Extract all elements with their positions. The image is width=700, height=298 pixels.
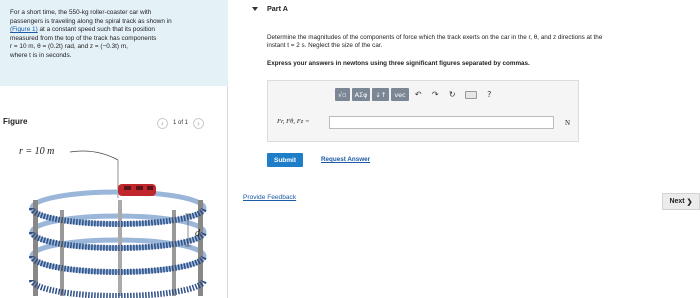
problem-line-3-text: at a constant speed such that its position xyxy=(39,26,155,34)
next-figure-button[interactable]: › xyxy=(193,118,204,129)
figure-header xyxy=(0,117,228,131)
symbols-button[interactable]: ΑΣφ xyxy=(352,88,371,101)
roller-coaster-figure xyxy=(0,140,228,298)
radius-label: r = 10 m xyxy=(19,146,55,157)
problem-line-2: passengers is traveling along the spiral track as shown in xyxy=(10,17,172,25)
problem-line-5: r = 10 m, θ = (0.2t) rad, and z = (−0.3t) m, xyxy=(10,43,128,51)
keyboard-icon[interactable] xyxy=(465,91,477,99)
provide-feedback-link[interactable]: Provide Feedback xyxy=(243,194,297,201)
unit-label: N xyxy=(565,119,571,127)
chevron-right-icon: ❯ xyxy=(686,198,693,206)
figure-pager xyxy=(157,117,204,129)
figure-title: Figure xyxy=(3,117,28,126)
height-label: d xyxy=(195,228,200,239)
undo-icon[interactable]: ↶ xyxy=(414,90,422,99)
figure-page-count: 1 of 1 xyxy=(173,120,189,126)
answer-input[interactable] xyxy=(330,123,553,134)
templates-button[interactable]: √▫ xyxy=(335,88,350,101)
figure-link[interactable]: (Figure 1) xyxy=(10,26,38,34)
collapse-triangle-icon[interactable] xyxy=(252,7,258,11)
math-toolbar xyxy=(335,88,497,101)
next-button[interactable] xyxy=(662,193,700,210)
roller-coaster-car xyxy=(118,184,156,196)
problem-line-1: For a short time, the 550-kg roller-coaster car with xyxy=(10,9,152,16)
question-text xyxy=(267,34,697,51)
support-columns xyxy=(33,200,203,296)
answer-instructions: Express your answers in newtons using three significant figures separated by commas. xyxy=(267,60,530,67)
part-title: Part A xyxy=(267,4,288,13)
radius-arrow xyxy=(70,151,118,160)
redo-icon[interactable]: ↷ xyxy=(431,90,439,99)
vec-button[interactable]: vec xyxy=(391,88,408,101)
right-panel xyxy=(229,0,700,298)
next-button-label: Next xyxy=(669,198,685,205)
answer-label: Fr, Fθ, Fz = xyxy=(277,118,310,125)
part-a-header[interactable] xyxy=(252,4,288,13)
answer-box xyxy=(267,80,579,142)
problem-statement xyxy=(0,0,228,86)
problem-line-6: where t is in seconds. xyxy=(10,51,72,59)
prev-figure-button[interactable]: ‹ xyxy=(157,118,168,129)
problem-line-3 xyxy=(10,26,218,35)
question-line-2: instant t = 2 s. Neglect the size of the car. xyxy=(267,42,383,50)
problem-line-4: measured from the top of the track has components xyxy=(10,34,157,42)
request-answer-link[interactable]: Request Answer xyxy=(321,156,371,163)
help-icon[interactable]: ? xyxy=(487,90,492,99)
left-panel xyxy=(0,0,228,298)
submit-button[interactable]: Submit xyxy=(267,153,303,167)
answer-input-box[interactable] xyxy=(329,116,554,129)
arrows-button[interactable]: ↓↑ xyxy=(372,88,389,101)
question-line-1: Determine the magnitudes of the components of force which the track exerts on the car in the r, θ, and z directions at the xyxy=(267,34,603,41)
reset-icon[interactable]: ↻ xyxy=(448,90,456,99)
